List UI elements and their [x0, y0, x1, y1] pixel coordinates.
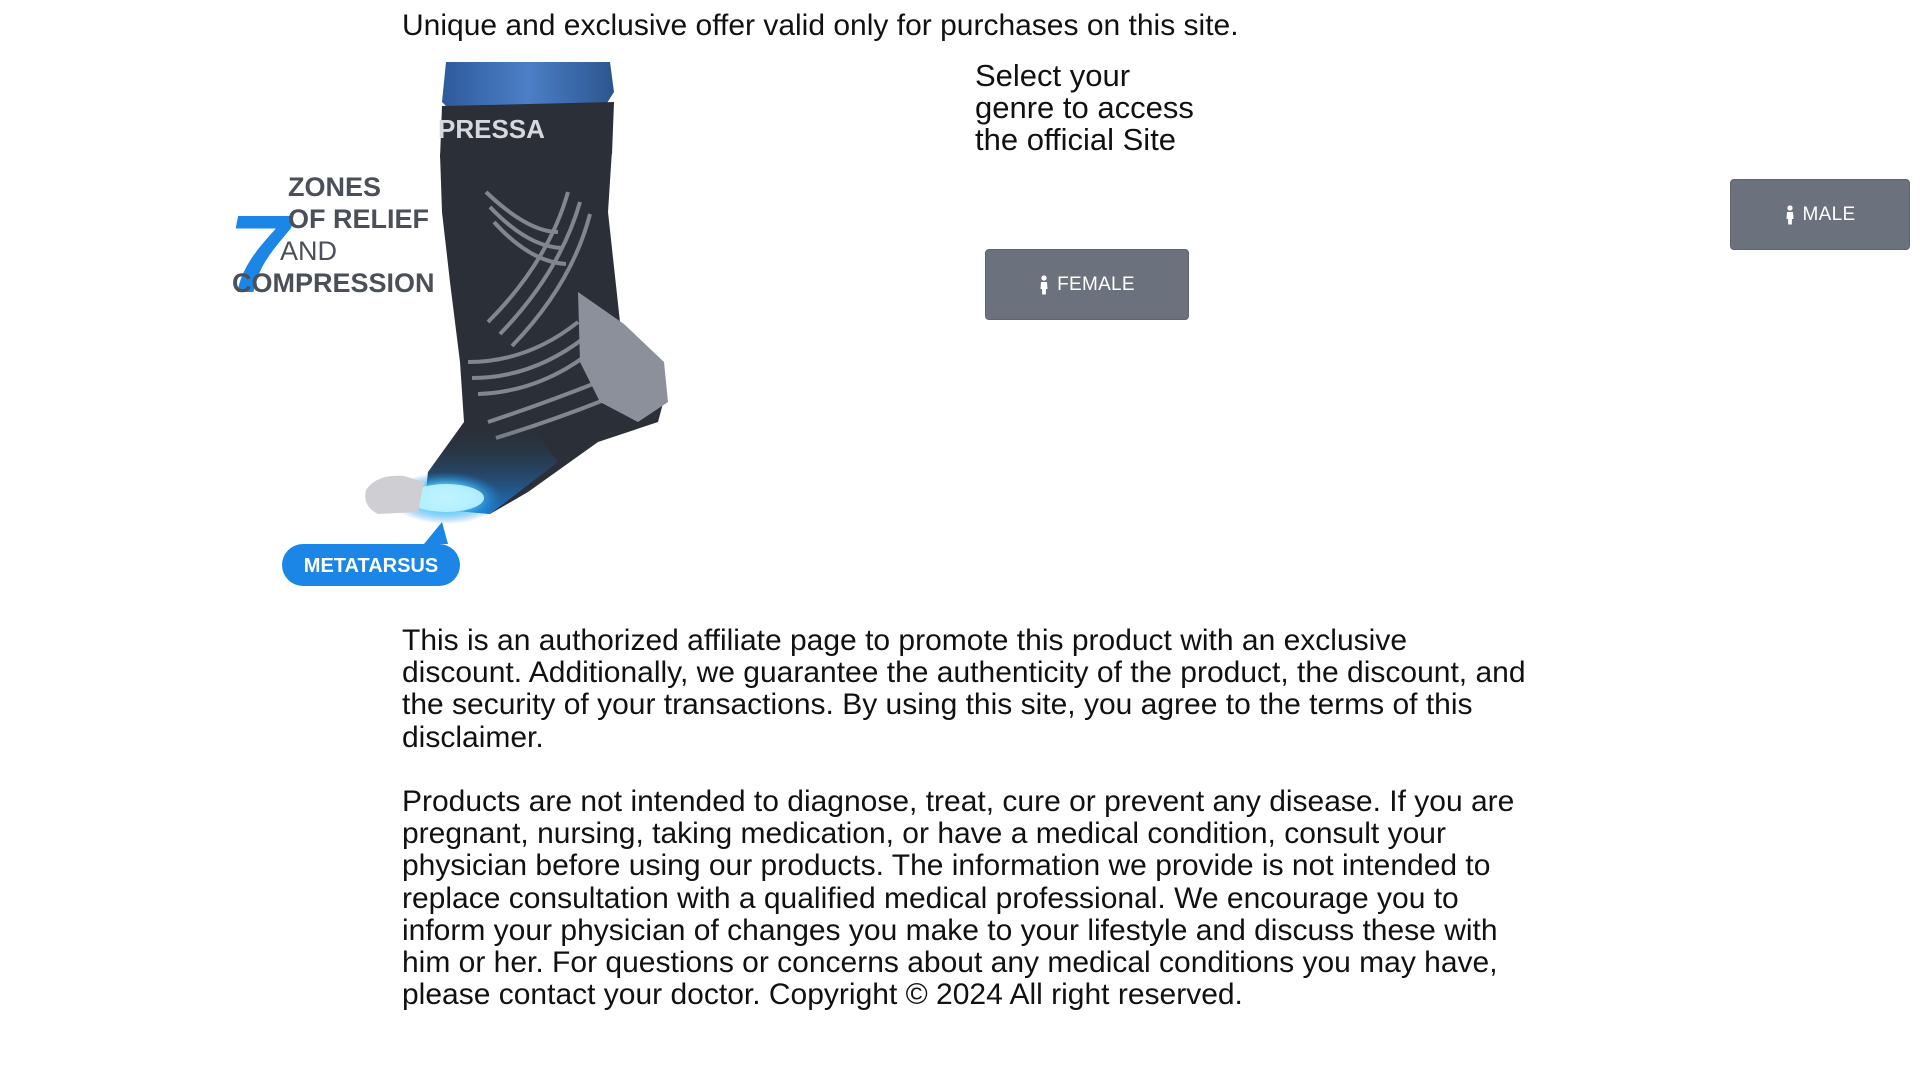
gender-select-prompt	[975, 60, 1235, 156]
prompt-line-1: Select your	[975, 58, 1131, 93]
affiliate-disclaimer	[402, 625, 1532, 754]
female-button-label: FEMALE	[1057, 273, 1135, 295]
big-seven-text: 7	[228, 193, 290, 316]
person-icon	[1039, 275, 1049, 295]
headline-line-2: OF RELIEF	[288, 204, 429, 234]
product-image-compression-sock	[228, 62, 708, 592]
female-button[interactable]	[985, 249, 1189, 320]
metatarsus-label: METATARSUS	[303, 555, 439, 577]
offer-banner-text: Unique and exclusive offer valid only for purchases on this site.	[402, 9, 1239, 42]
headline-line-4: COMPRESSION	[232, 268, 435, 298]
male-button-label: MALE	[1802, 203, 1856, 225]
medical-disclaimer	[402, 786, 1532, 1011]
toes	[365, 476, 424, 514]
prompt-line-2: genre to access	[975, 90, 1194, 125]
prompt-line-3: the official Site	[975, 122, 1177, 157]
male-button[interactable]	[1730, 179, 1910, 250]
medical-disclaimer-text: Products are not intended to diagnose, treat, cure or prevent any disease. If you are pregnant, nursing, taking medication, or have a medical condition, consult your physician before using our products. The information we provide is not intended to replace consultation with a qualified medical professional. We encourage you to inform your physician of changes you make to your lifestyle and discuss these with him or her. For questions or concerns about any medical conditions you may have, please contact your doctor. Copyright © 2024 All right reserved.	[402, 785, 1515, 1012]
headline-line-1: ZONES	[288, 172, 382, 202]
affiliate-disclaimer-text: This is an authorized affiliate page to promote this product with an exclusive discount. Additionally, we guarantee the authenticity of the product, the discount, and the security of your transactions. By using this site, you agree to the terms of this disclaimer.	[402, 624, 1526, 754]
person-icon	[1785, 205, 1795, 225]
headline-line-3: AND	[280, 236, 338, 266]
brand-fragment-text: PRESSA	[438, 114, 545, 144]
